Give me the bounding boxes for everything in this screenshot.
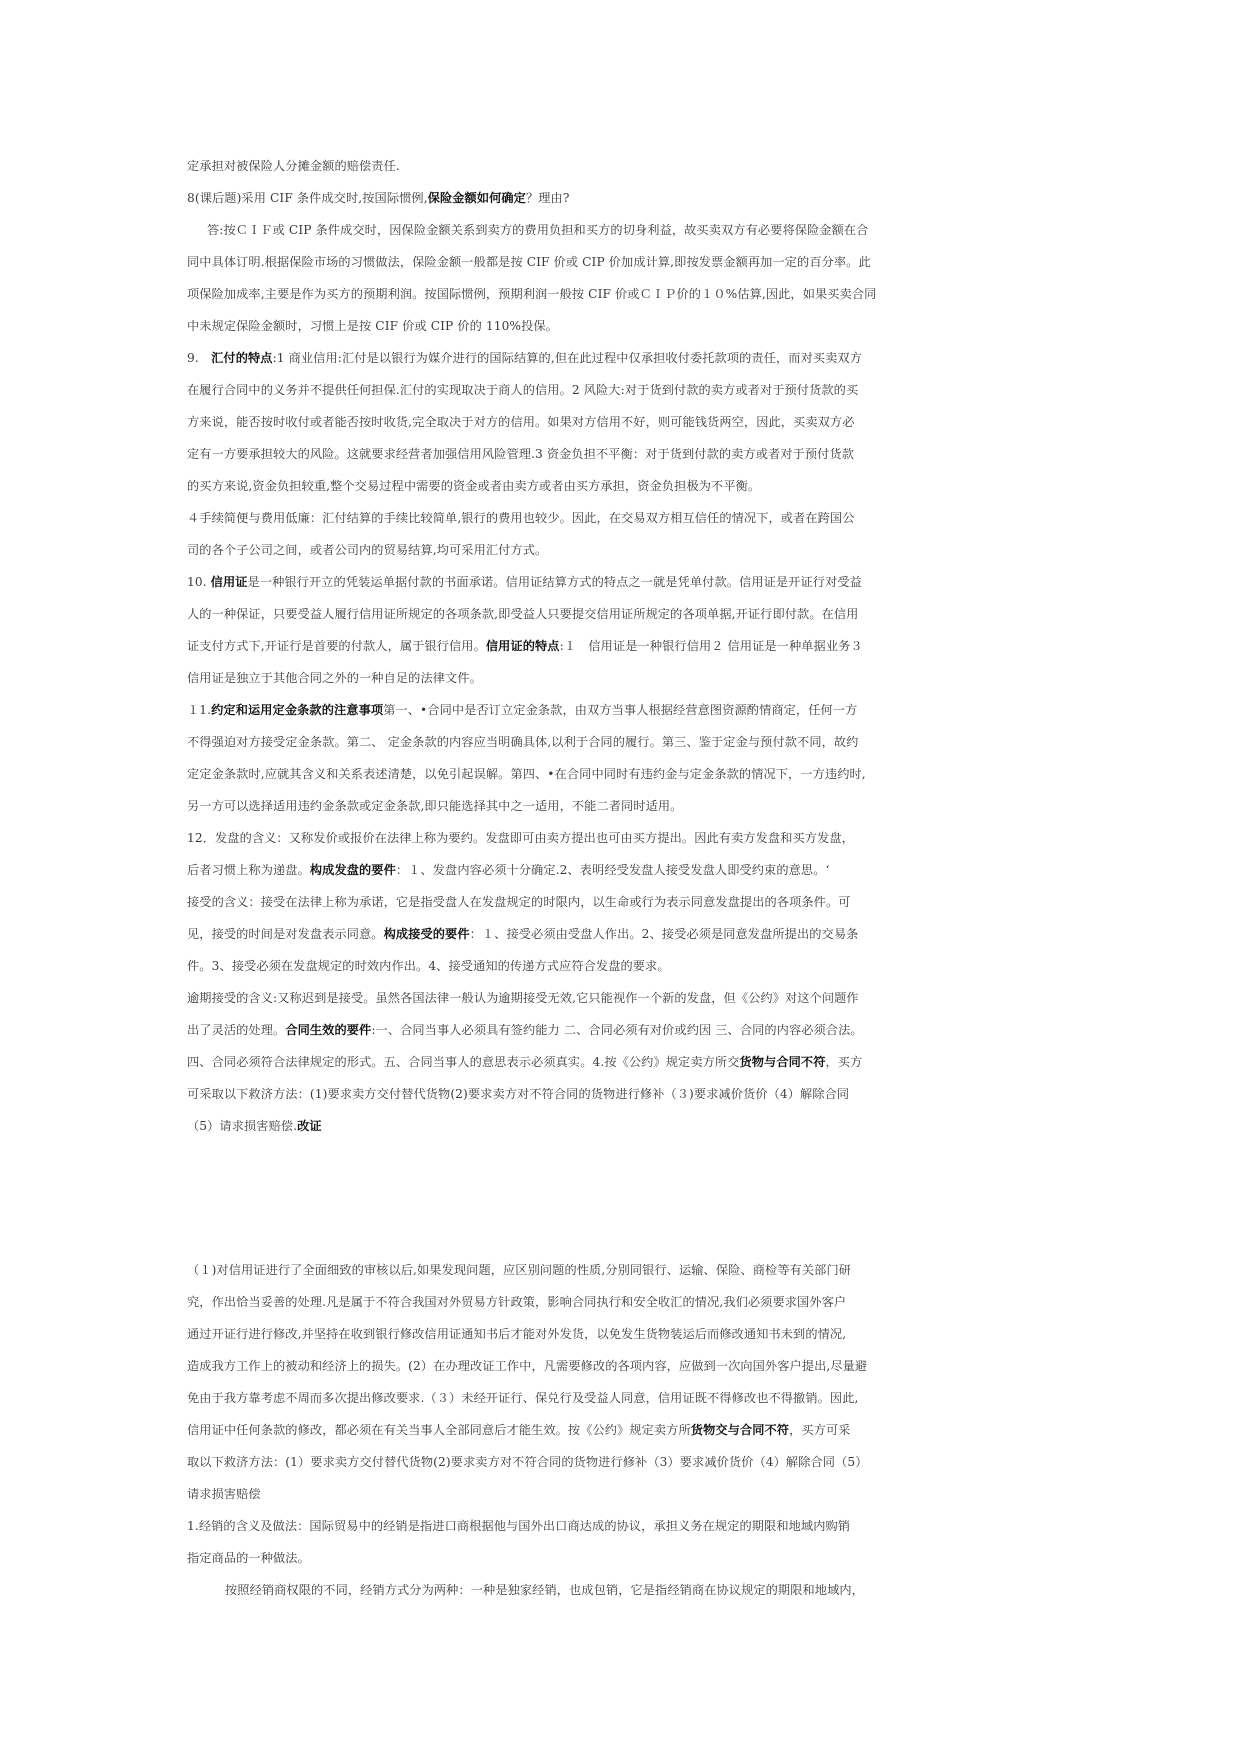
bold-term: 信用证的特点	[485, 639, 560, 653]
bold-term: 构成接受的要件	[383, 927, 470, 941]
bold-term: 改证	[297, 1119, 322, 1133]
bold-term: 汇付的特点	[211, 351, 273, 365]
bold-term: 约定和运用定金条款的注意事项	[211, 703, 384, 717]
distribution-section: 1.经销的含义及做法：国际贸易中的经销是指进口商根据他与国外出口商达成的协议，承担义务在规定的期限和地域内购销 指定商品的一种做法。 按照经销商权限的不同，经销方式分为两种：一种是独家经销，也成包销，它是指经销商在协议规定的期限和地域内，	[187, 1519, 864, 1597]
bold-term: 信用证	[210, 575, 248, 589]
bold-term: 货物交与合同不符	[690, 1423, 790, 1437]
paragraph: 定承担对被保险人分摊金额的赔偿责任.	[187, 159, 400, 173]
answer-8: 答:按ＣＩＦ或 CIP 条件成交时，因保险金额关系到卖方的费用负担和买方的切身利益，故买卖双方有必要将保险金额在合 同中具体订明.根据保险市场的习惯做法，保险金额一般都是按 CIF 价或 CIP 价加成计算,即按发票金额再加一定的百分率。此 项保险加成率,主要是作为买方的预期利润。按国际惯例，预期利润一般按 CIF 价或ＣＩＰ价的１０%估算,因此，如果买卖合同 中未规定保险金额时，习惯上是按 CIF 价或 CIP 价的 110%投保。	[187, 223, 877, 333]
section-11: １1.约定和运用定金条款的注意事项第一、•合同中是否订立定金条款，由双方当事人根据经营意图资源酌情商定，任何一方 不得强迫对方接受定金条款。第二、 定金条款的内容应当明确具体,以利于合同的履行。第三、鉴于定金与预付款不同，故约 定定金条款时,应就其含义和关系表述清楚，以免引起误解。第四、•在合同中同时有违约金与定金条款的情况下，一方违约时, 另一方可以选择适用违约金条款或定金条款,即只能选择其中之一适用，不能二者同时适用。	[187, 703, 866, 813]
section-9: 9. 汇付的特点:1 商业信用:汇付是以银行为媒介进行的国际结算的,但在此过程中仅承担收付委托款项的责任，而对买卖双方 在履行合同中的义务并不提供任何担保.汇付的实现取决于商人的信用。2 风险大:对于货到付款的卖方或者对于预付货款的买 方来说，能否按时收付或者能否按时收货,完全取决于对方的信用。如果对方信用不好，则可能钱货两空，因此，买卖双方必 定有一方要承担较大的风险。这就要求经营者加强信用风险管理.3 资金负担不平衡：对于货到付款的卖方或者对于预付货款 的买方来说,资金负担较重,整个交易过程中需要的资金或者由卖方或者由买方承担，资金负担极为不平衡。 ４手续简便与费用低廉：汇付结算的手续比较简单,银行的费用也较少。因此，在交易双方相互信任的情况下，或者在跨国公 司的各个子公司之间，或者公司内的贸易结算,均可采用汇付方式。	[187, 351, 863, 557]
bold-term: 构成发盘的要件	[309, 863, 396, 877]
section-10: 10. 信用证是一种银行开立的凭装运单据付款的书面承诺。信用证结算方式的特点之一就是凭单付款。信用证是开证行对受益 人的一种保证，只要受益人履行信用证所规定的各项条款,即受益人只要提交信用证所规定的各项单据,开证行即付款。在信用 证支付方式下,开证行是首要的付款人，属于银行信用。信用证的特点:１ 信用证是一种银行信用２ 信用证是一种单据业务３ 信用证是独立于其他合同之外的一种自足的法律文件。	[187, 575, 863, 685]
document-page	[187, 150, 927, 1606]
bold-term: 合同生效的要件	[285, 1023, 372, 1037]
amend-lc-paragraph: （１)对信用证进行了全面细致的审核以后,如果发现问题，应区别问题的性质,分别同银行、运输、保险、商检等有关部门研 究，作出恰当妥善的处理.凡是属于不符合我国对外贸易方针政策，影响合同执行和安全收汇的情况,我们必须要求国外客户 通过开证行进行修改,并坚持在收到银行修改信用证通知书后才能对外发货，以免发生货物装运后而修改通知书未到的情况, 造成我方工作上的被动和经济上的损失。(2）在办理改证工作中，凡需要修改的各项内容，应做到一次向国外客户提出,尽量避 免由于我方靠考虑不周而多次提出修改要求.（３）未经开证行、保兑行及受益人同意，信用证既不得修改也不得撤销。因此, 信用证中任何条款的修改，都必须在有关当事人全部同意后才能生效。按《公约》规定卖方所货物交与合同不符，买方可采 取以下救济方法：(1）要求卖方交付替代货物(2)要求卖方对不符合同的货物进行修补（3）要求减价货价（4）解除合同（5） 请求损害赔偿	[187, 1263, 868, 1501]
spacer	[187, 1142, 927, 1254]
bold-term: 保险金额如何确定	[427, 191, 526, 205]
question-8: 8(课后题)采用 CIF 条件成交时,按国际惯例,保险金额如何确定？理由?	[187, 191, 570, 205]
section-12: 12．发盘的含义：又称发价或报价在法律上称为要约。发盘即可由卖方提出也可由买方提出。因此有卖方发盘和买方发盘， 后者习惯上称为递盘。构成发盘的要件：１、发盘内容必须十分确定.2、表明经受发盘人接受发盘人即受约束的意思。‘ 接受的含义：接受在法律上称为承诺，它是指受盘人在发盘规定的时限内，以生命或行为表示同意发盘提出的各项条件。可 见，接受的时间是对发盘表示同意。构成接受的要件：１、接受必须由受盘人作出。2、接受必须是同意发盘所提出的交易条 件。3、接受必须在发盘规定的时效内作出。4、接受通知的传递方式应符合发盘的要求。 逾期接受的含义:又称迟到是接受。虽然各国法律一般认为逾期接受无效,它只能视作一个新的发盘，但《公约》对这个问题作 出了灵活的处理。合同生效的要件:一、合同当事人必须具有签约能力 二、合同必须有对价或约因 三、合同的内容必须合法。 四、合同必须符合法律规定的形式。五、合同当事人的意思表示必须真实。4.按《公约》规定卖方所交货物与合同不符，买方 可采取以下救济方法：(1)要求卖方交付替代货物(2)要求卖方对不符合同的货物进行修补（３)要求减价货价（4）解除合同 （5）请求损害赔偿.改证	[187, 831, 863, 1133]
bold-term: 货物与合同不符	[739, 1055, 826, 1069]
